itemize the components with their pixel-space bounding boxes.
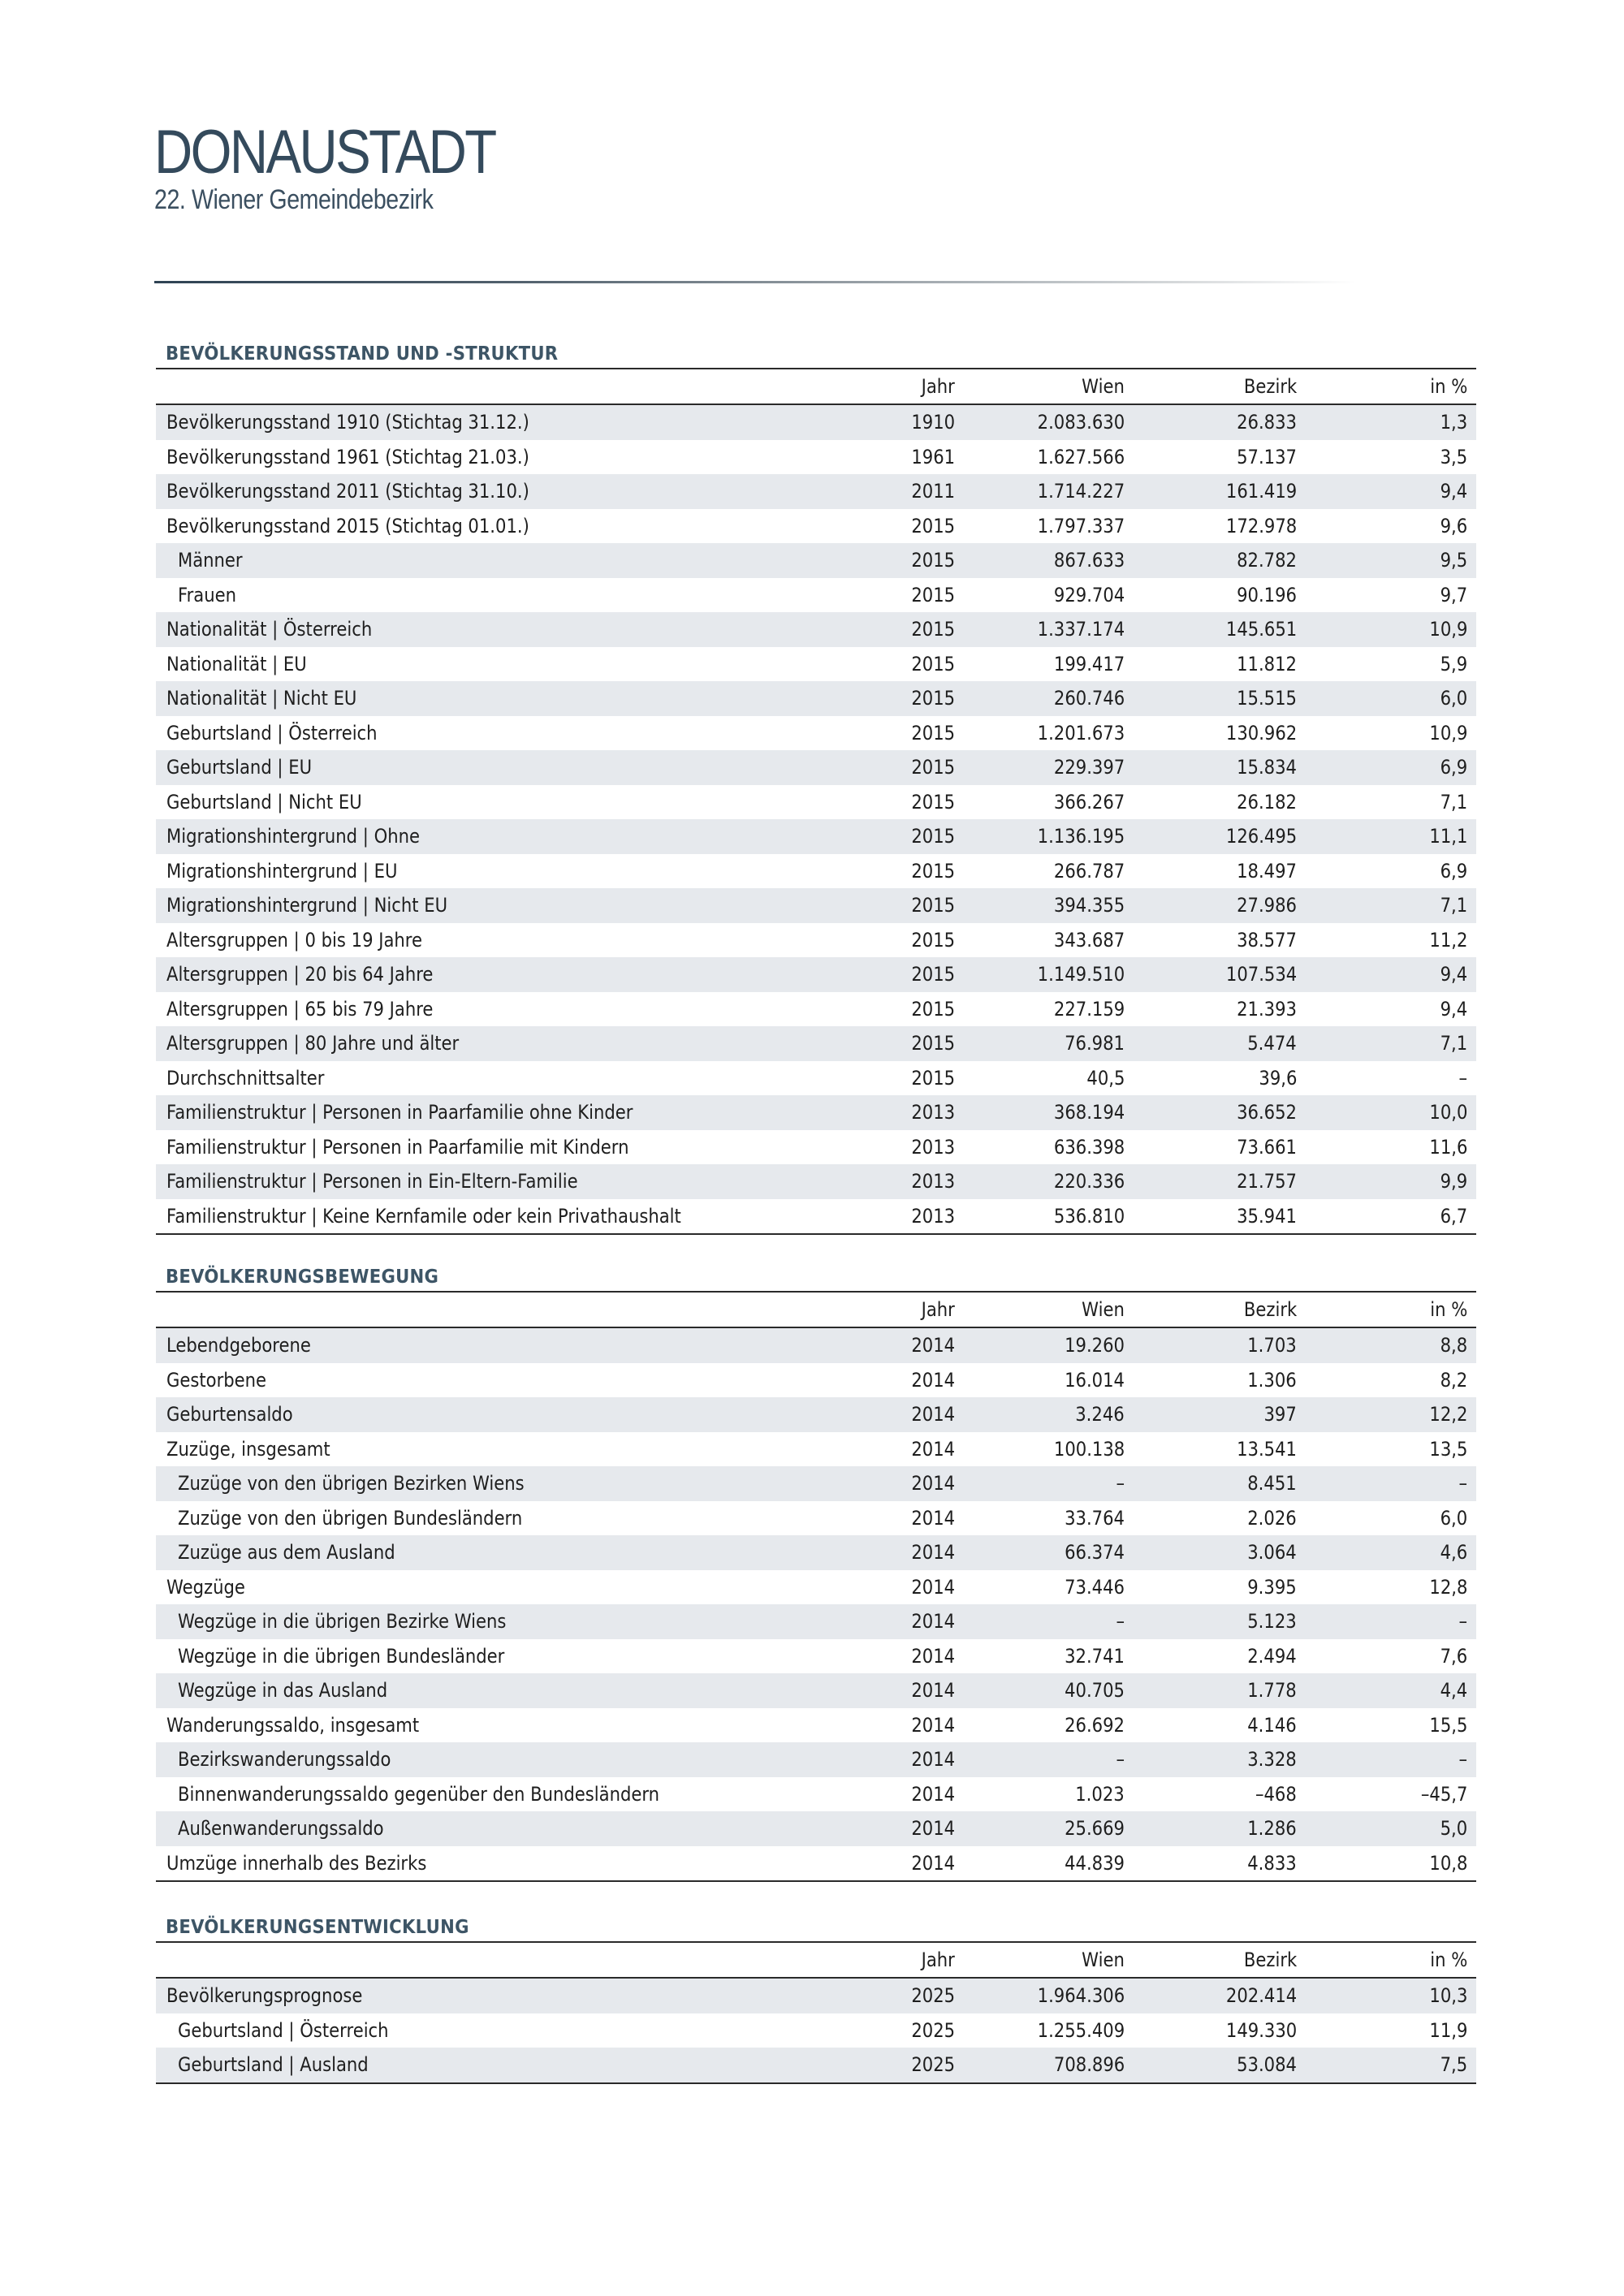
cell-pct: 6,0 [1297, 681, 1476, 716]
cell-wien: 3.246 [955, 1397, 1125, 1432]
cell-jahr: 2015 [911, 514, 955, 537]
cell-pct: –45,7 [1420, 1782, 1467, 1806]
table-row [156, 1327, 1476, 1363]
table-row [156, 1199, 1476, 1235]
cell-jahr: 2013 [911, 1135, 955, 1159]
cell-bezirk: 82.782 [1125, 543, 1297, 578]
cell-pct: 5,0 [1297, 1811, 1476, 1846]
cell-pct: 7,1 [1440, 790, 1467, 814]
row-label: Geburtsland | Österreich [178, 2018, 389, 2042]
cell-bezirk: 4.833 [1125, 1846, 1297, 1882]
table-row [156, 1130, 1476, 1165]
cell-pct: 4,6 [1297, 1535, 1476, 1570]
cell-jahr: 2014 [867, 1535, 955, 1570]
section-bevoelkerungsentwicklung [156, 1914, 1476, 2084]
cell-bezirk: 15.515 [1125, 681, 1297, 716]
cell-wien: – [955, 1466, 1125, 1501]
cell-wien: 1.149.510 [955, 957, 1125, 992]
table-row [156, 819, 1476, 854]
cell-jahr: 2025 [867, 1978, 955, 2013]
cell-jahr: 2025 [867, 2048, 955, 2083]
row-label: Zuzüge von den übrigen Bezirken Wiens [156, 1466, 867, 1501]
row-label: Geburtsland | Österreich [166, 721, 378, 744]
section-heading: BEVÖLKERUNGSENTWICKLUNG [165, 1917, 469, 1938]
table-row [156, 957, 1476, 992]
row-label: Bevölkerungsstand 1961 (Stichtag 21.03.) [166, 445, 529, 468]
cell-bezirk: 149.330 [1225, 2018, 1297, 2042]
table-row [156, 992, 1476, 1027]
cell-wien: 40.705 [955, 1673, 1125, 1708]
table-row [156, 1363, 1476, 1398]
cell-pct: 7,5 [1297, 2048, 1476, 2083]
cell-bezirk: 15.834 [1125, 750, 1297, 785]
cell-bezirk: –468 [1255, 1782, 1297, 1806]
cell-wien: 227.159 [1053, 997, 1125, 1021]
table-row [156, 1535, 1476, 1570]
cell-bezirk: 21.757 [1125, 1164, 1297, 1199]
cell-pct: – [1458, 1066, 1467, 1090]
cell-jahr: 2014 [911, 1713, 955, 1737]
cell-wien: 1.714.227 [955, 474, 1125, 509]
table-row [156, 440, 1476, 475]
cell-jahr: 2014 [911, 1506, 955, 1530]
data-table [156, 369, 1476, 1235]
cell-jahr: 2014 [911, 1644, 955, 1668]
row-label: Altersgruppen | 20 bis 64 Jahre [156, 957, 867, 992]
cell-wien: 40,5 [1086, 1066, 1125, 1090]
header-divider [154, 281, 1356, 283]
data-table [156, 1293, 1476, 1882]
cell-bezirk: 26.182 [1237, 790, 1297, 814]
column-header-wien: Wien [955, 1943, 1125, 1978]
cell-jahr: 1910 [867, 404, 955, 440]
cell-wien: 229.397 [955, 750, 1125, 785]
cell-jahr: 2015 [867, 612, 955, 647]
cell-pct: – [1297, 1466, 1476, 1501]
cell-bezirk: 18.497 [1237, 859, 1297, 883]
cell-pct: 15,5 [1428, 1713, 1467, 1737]
cell-bezirk: 57.137 [1237, 445, 1297, 468]
cell-pct: 6,7 [1297, 1199, 1476, 1235]
cell-pct: 1,3 [1297, 404, 1476, 440]
cell-bezirk: 2.494 [1247, 1644, 1297, 1668]
cell-bezirk: 27.986 [1125, 888, 1297, 923]
column-header-wien: Wien [955, 1293, 1125, 1327]
cell-wien: 266.787 [1053, 859, 1125, 883]
cell-pct: 9,4 [1440, 997, 1467, 1021]
table-header-row [156, 369, 1476, 404]
row-label: Migrationshintergrund | Ohne [156, 819, 867, 854]
cell-pct: 9,6 [1440, 514, 1467, 537]
table-row [156, 716, 1476, 751]
row-label: Durchschnittsalter [166, 1066, 325, 1090]
cell-bezirk: 39,6 [1258, 1066, 1297, 1090]
column-header-label [156, 1943, 867, 1978]
row-label: Gestorbene [166, 1368, 267, 1392]
cell-pct: 10,9 [1428, 721, 1467, 744]
cell-wien: 1.797.337 [1037, 514, 1125, 537]
table-row [156, 647, 1476, 682]
table-row [156, 1708, 1476, 1743]
cell-pct: 7,1 [1297, 1026, 1476, 1061]
row-label: Bezirkswanderungssaldo [156, 1742, 867, 1777]
table-row [156, 750, 1476, 785]
cell-pct: 11,1 [1297, 819, 1476, 854]
row-label: Wegzüge [166, 1575, 245, 1599]
cell-jahr: 2014 [867, 1811, 955, 1846]
cell-pct: 6,0 [1440, 1506, 1467, 1530]
row-label: Familienstruktur | Personen in Paarfamilie mit Kindern [166, 1135, 629, 1159]
cell-wien: 366.267 [1053, 790, 1125, 814]
table-row [156, 1673, 1476, 1708]
table-row [156, 1164, 1476, 1199]
table-row [156, 1397, 1476, 1432]
row-label: Altersgruppen | 0 bis 19 Jahre [166, 928, 422, 952]
cell-pct: – [1297, 1742, 1476, 1777]
table-row [156, 1026, 1476, 1061]
cell-wien: 44.839 [955, 1846, 1125, 1882]
cell-jahr: 2015 [867, 543, 955, 578]
cell-jahr: 2015 [911, 928, 955, 952]
row-label: Bevölkerungsstand 2011 (Stichtag 31.10.) [156, 474, 867, 509]
cell-bezirk: 145.651 [1125, 612, 1297, 647]
cell-wien: 1.201.673 [1037, 721, 1125, 744]
row-label: Lebendgeborene [156, 1327, 867, 1363]
cell-wien: 1.023 [1075, 1782, 1125, 1806]
cell-pct: 10,0 [1297, 1095, 1476, 1130]
section-heading: BEVÖLKERUNGSBEWEGUNG [165, 1267, 439, 1288]
cell-bezirk: 9.395 [1247, 1575, 1297, 1599]
row-label: Außenwanderungssaldo [156, 1811, 867, 1846]
row-label: Wanderungssaldo, insgesamt [166, 1713, 420, 1737]
cell-pct: 6,9 [1297, 750, 1476, 785]
table-row [156, 1501, 1476, 1536]
column-header-pct: in % [1297, 1943, 1476, 1978]
row-label: Geburtsland | Nicht EU [166, 790, 362, 814]
cell-wien: 100.138 [1053, 1437, 1125, 1461]
table-row [156, 1432, 1476, 1467]
cell-bezirk: 36.652 [1125, 1095, 1297, 1130]
cell-jahr: 2014 [867, 1673, 955, 1708]
cell-pct: 8,2 [1440, 1368, 1467, 1392]
cell-bezirk: 130.962 [1225, 721, 1297, 744]
cell-jahr: 2025 [911, 2018, 955, 2042]
table-row [156, 2048, 1476, 2083]
cell-jahr: 2015 [911, 721, 955, 744]
cell-wien: 536.810 [955, 1199, 1125, 1235]
cell-bezirk: 21.393 [1237, 997, 1297, 1021]
row-label: Zuzüge von den übrigen Bundesländern [178, 1506, 523, 1530]
cell-pct: 11,2 [1428, 928, 1467, 952]
cell-pct: 12,8 [1428, 1575, 1467, 1599]
row-label: Geburtensaldo [156, 1397, 867, 1432]
cell-bezirk: 161.419 [1125, 474, 1297, 509]
column-header-label [156, 369, 867, 404]
table-header-row [156, 1293, 1476, 1327]
cell-jahr: 2014 [911, 1575, 955, 1599]
page-title: DONAUSTADT [154, 118, 495, 187]
table-row [156, 474, 1476, 509]
row-label: Nationalität | Österreich [156, 612, 867, 647]
cell-pct: – [1297, 1604, 1476, 1639]
cell-jahr: 2011 [867, 474, 955, 509]
cell-jahr: 2014 [911, 1368, 955, 1392]
column-header-jahr: Jahr [867, 1293, 955, 1327]
cell-jahr: 2014 [911, 1782, 955, 1806]
column-header-jahr: Jahr [867, 1943, 955, 1978]
cell-wien: 25.669 [955, 1811, 1125, 1846]
table-row [156, 854, 1476, 889]
row-label: Nationalität | EU [166, 652, 307, 675]
cell-wien: 26.692 [1065, 1713, 1125, 1737]
cell-jahr: 2015 [911, 997, 955, 1021]
cell-bezirk: 397 [1125, 1397, 1297, 1432]
cell-pct: 12,2 [1297, 1397, 1476, 1432]
cell-bezirk: 3.328 [1125, 1742, 1297, 1777]
cell-pct: 7,1 [1297, 888, 1476, 923]
table-row [156, 612, 1476, 647]
cell-bezirk: 73.661 [1237, 1135, 1297, 1159]
cell-pct: 3,5 [1440, 445, 1467, 468]
cell-bezirk: 1.778 [1125, 1673, 1297, 1708]
cell-wien: 76.981 [955, 1026, 1125, 1061]
column-header-label [156, 1293, 867, 1327]
cell-wien: 19.260 [955, 1327, 1125, 1363]
cell-pct: 9,7 [1440, 583, 1467, 606]
cell-jahr: 2014 [867, 1846, 955, 1882]
cell-pct: 10,8 [1297, 1846, 1476, 1882]
cell-pct: 7,6 [1440, 1644, 1467, 1668]
cell-jahr: 2015 [911, 790, 955, 814]
row-label: Zuzüge aus dem Ausland [156, 1535, 867, 1570]
row-label: Frauen [178, 583, 237, 606]
cell-jahr: 2014 [867, 1327, 955, 1363]
cell-pct: 13,5 [1428, 1437, 1467, 1461]
cell-bezirk: 202.414 [1125, 1978, 1297, 2013]
cell-wien: 708.896 [955, 2048, 1125, 2083]
cell-jahr: 2014 [867, 1466, 955, 1501]
cell-bezirk: 13.541 [1237, 1437, 1297, 1461]
cell-bezirk: 1.286 [1125, 1811, 1297, 1846]
cell-wien: 199.417 [1053, 652, 1125, 675]
row-label: Bevölkerungsstand 2015 (Stichtag 01.01.) [166, 514, 529, 537]
table-row [156, 2013, 1476, 2048]
cell-wien: 1.627.566 [1037, 445, 1125, 468]
table-row [156, 681, 1476, 716]
cell-wien: 343.687 [1053, 928, 1125, 952]
cell-bezirk: 35.941 [1125, 1199, 1297, 1235]
cell-bezirk: 8.451 [1125, 1466, 1297, 1501]
table-row [156, 509, 1476, 544]
cell-wien: 66.374 [955, 1535, 1125, 1570]
table-row [156, 1846, 1476, 1882]
cell-pct: 9,9 [1297, 1164, 1476, 1199]
row-label: Umzüge innerhalb des Bezirks [156, 1846, 867, 1882]
cell-jahr: 2013 [867, 1095, 955, 1130]
cell-wien: 33.764 [1065, 1506, 1125, 1530]
table-row [156, 785, 1476, 820]
section-bevoelkerungsbewegung [156, 1263, 1476, 1882]
cell-bezirk: 26.833 [1125, 404, 1297, 440]
column-header-pct: in % [1297, 369, 1476, 404]
page-header [154, 118, 551, 215]
cell-bezirk: 1.703 [1125, 1327, 1297, 1363]
cell-wien: 636.398 [1053, 1135, 1125, 1159]
column-header-jahr: Jahr [867, 369, 955, 404]
cell-wien: 1.255.409 [1037, 2018, 1125, 2042]
row-label: Migrationshintergrund | EU [166, 859, 398, 883]
cell-bezirk: 126.495 [1125, 819, 1297, 854]
row-label: Familienstruktur | Keine Kernfamile oder kein Privathaushalt [156, 1199, 867, 1235]
cell-wien: 929.704 [1053, 583, 1125, 606]
table-row [156, 1604, 1476, 1639]
row-label: Altersgruppen | 65 bis 79 Jahre [166, 997, 434, 1021]
table-header-row [156, 1943, 1476, 1978]
cell-wien: 260.746 [955, 681, 1125, 716]
column-header-pct: in % [1297, 1293, 1476, 1327]
cell-jahr: 2015 [867, 819, 955, 854]
cell-wien: 16.014 [1065, 1368, 1125, 1392]
row-label: Nationalität | Nicht EU [156, 681, 867, 716]
cell-wien: 2.083.630 [955, 404, 1125, 440]
column-header-bezirk: Bezirk [1125, 1943, 1297, 1978]
row-label: Männer [156, 543, 867, 578]
table-row [156, 404, 1476, 440]
cell-pct: 9,5 [1297, 543, 1476, 578]
cell-bezirk: 1.306 [1247, 1368, 1297, 1392]
cell-wien: 220.336 [955, 1164, 1125, 1199]
row-label: Wegzüge in das Ausland [156, 1673, 867, 1708]
data-table [156, 1943, 1476, 2084]
cell-wien: 867.633 [955, 543, 1125, 578]
cell-pct: 11,9 [1428, 2018, 1467, 2042]
cell-jahr: 2015 [867, 750, 955, 785]
cell-pct: 6,9 [1440, 859, 1467, 883]
column-header-wien: Wien [955, 369, 1125, 404]
row-label: Wegzüge in die übrigen Bezirke Wiens [156, 1604, 867, 1639]
cell-bezirk: 3.064 [1125, 1535, 1297, 1570]
table-row [156, 1570, 1476, 1605]
cell-bezirk: 2.026 [1247, 1506, 1297, 1530]
cell-wien: 32.741 [1065, 1644, 1125, 1668]
cell-pct: 10,9 [1297, 612, 1476, 647]
cell-bezirk: 107.534 [1125, 957, 1297, 992]
table-row [156, 1742, 1476, 1777]
table-row [156, 1095, 1476, 1130]
cell-wien: 73.446 [1065, 1575, 1125, 1599]
cell-wien: 394.355 [955, 888, 1125, 923]
cell-pct: 4,4 [1297, 1673, 1476, 1708]
cell-jahr: 2015 [911, 583, 955, 606]
row-label: Geburtsland | Ausland [156, 2048, 867, 2083]
cell-jahr: 2014 [911, 1437, 955, 1461]
cell-bezirk: 4.146 [1247, 1713, 1297, 1737]
cell-jahr: 2013 [867, 1164, 955, 1199]
table-row [156, 1811, 1476, 1846]
cell-jahr: 2014 [867, 1397, 955, 1432]
cell-wien: – [955, 1742, 1125, 1777]
table-row [156, 543, 1476, 578]
cell-bezirk: 90.196 [1237, 583, 1297, 606]
cell-bezirk: 11.812 [1237, 652, 1297, 675]
row-label: Bevölkerungsprognose [156, 1978, 867, 2013]
cell-pct: 10,3 [1297, 1978, 1476, 2013]
cell-jahr: 2015 [867, 957, 955, 992]
cell-jahr: 2015 [867, 1026, 955, 1061]
row-label: Zuzüge, insgesamt [166, 1437, 330, 1461]
cell-jahr: 2015 [911, 652, 955, 675]
column-header-bezirk: Bezirk [1125, 369, 1297, 404]
table-row [156, 1639, 1476, 1674]
table-row [156, 578, 1476, 613]
row-label: Altersgruppen | 80 Jahre und älter [156, 1026, 867, 1061]
cell-pct: 9,4 [1297, 957, 1476, 992]
cell-jahr: 2015 [867, 888, 955, 923]
cell-jahr: 2015 [911, 1066, 955, 1090]
table-row [156, 1777, 1476, 1812]
cell-bezirk: 5.123 [1125, 1604, 1297, 1639]
section-heading: BEVÖLKERUNGSSTAND UND -STRUKTUR [165, 343, 559, 365]
table-row [156, 923, 1476, 958]
row-label: Familienstruktur | Personen in Ein-Eltern-Familie [156, 1164, 867, 1199]
cell-wien: 1.964.306 [955, 1978, 1125, 2013]
cell-pct: 9,4 [1297, 474, 1476, 509]
cell-jahr: 1961 [911, 445, 955, 468]
cell-jahr: 2013 [867, 1199, 955, 1235]
row-label: Bevölkerungsstand 1910 (Stichtag 31.12.) [156, 404, 867, 440]
cell-wien: 1.337.174 [955, 612, 1125, 647]
page-subtitle: 22. Wiener Gemeindebezirk [154, 184, 434, 215]
cell-bezirk: 53.084 [1125, 2048, 1297, 2083]
cell-bezirk: 172.978 [1225, 514, 1297, 537]
row-label: Familienstruktur | Personen in Paarfamilie ohne Kinder [156, 1095, 867, 1130]
cell-wien: 1.136.195 [955, 819, 1125, 854]
cell-jahr: 2014 [867, 1604, 955, 1639]
cell-jahr: 2014 [867, 1742, 955, 1777]
cell-wien: – [955, 1604, 1125, 1639]
column-header-bezirk: Bezirk [1125, 1293, 1297, 1327]
cell-pct: 8,8 [1297, 1327, 1476, 1363]
cell-wien: 368.194 [955, 1095, 1125, 1130]
row-label: Wegzüge in die übrigen Bundesländer [178, 1644, 505, 1668]
section-bevoelkerungsstand [156, 340, 1476, 1235]
cell-jahr: 2015 [867, 681, 955, 716]
row-label: Migrationshintergrund | Nicht EU [156, 888, 867, 923]
cell-pct: 5,9 [1440, 652, 1467, 675]
cell-pct: 11,6 [1428, 1135, 1467, 1159]
cell-bezirk: 38.577 [1237, 928, 1297, 952]
table-row [156, 1466, 1476, 1501]
table-row [156, 1978, 1476, 2013]
cell-jahr: 2015 [911, 859, 955, 883]
cell-bezirk: 5.474 [1125, 1026, 1297, 1061]
table-row [156, 1061, 1476, 1096]
row-label: Binnenwanderungssaldo gegenüber den Bundesländern [178, 1782, 660, 1806]
table-row [156, 888, 1476, 923]
row-label: Geburtsland | EU [156, 750, 867, 785]
